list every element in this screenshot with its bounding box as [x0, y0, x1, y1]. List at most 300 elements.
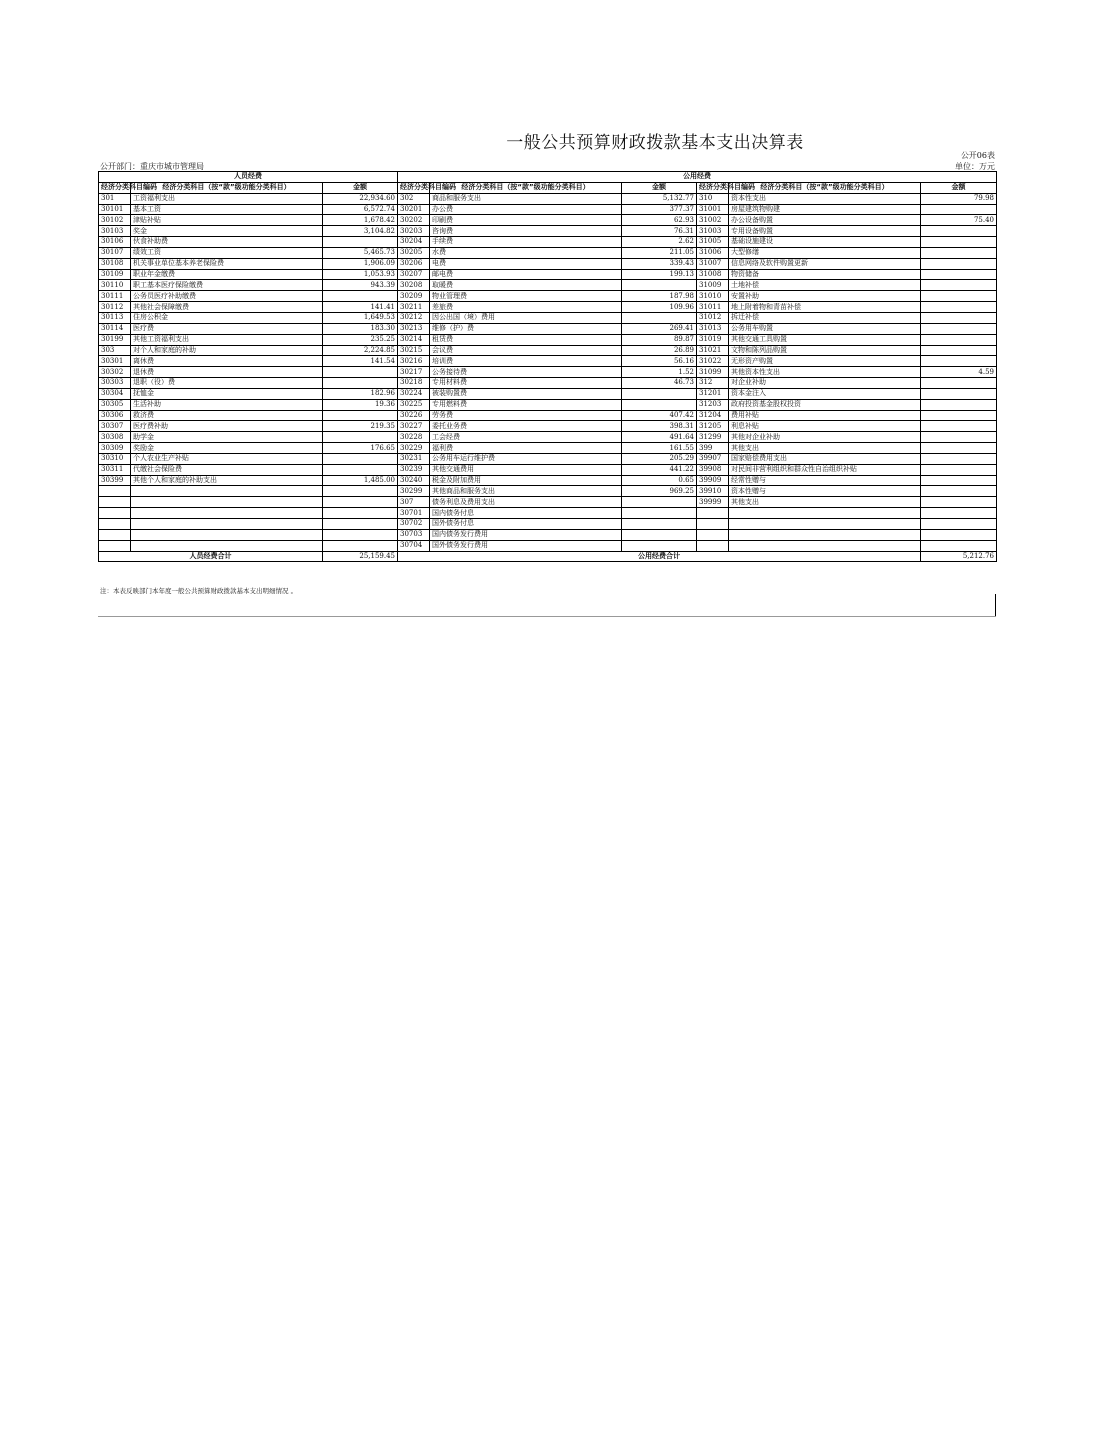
cell-amount-2: 26.89 [622, 345, 697, 356]
cell-code-1: 30310 [99, 453, 131, 464]
cell-code-3: 39907 [697, 453, 729, 464]
cell-code-1: 30108 [99, 258, 131, 269]
table-row [99, 280, 997, 291]
cell-amount-1 [323, 378, 398, 389]
cell-code-3 [697, 519, 729, 530]
cell-name-2: 公务用车运行维护费 [430, 453, 622, 464]
cell-code-2: 30213 [398, 323, 430, 334]
cell-code-2: 30202 [398, 215, 430, 226]
table-row [99, 193, 997, 204]
cell-name-1: 离休费 [131, 356, 323, 367]
cell-amount-3 [921, 204, 997, 215]
cell-code-1: 30199 [99, 334, 131, 345]
cell-amount-2: 211.05 [622, 247, 697, 258]
cell-name-2: 被装购置费 [430, 388, 622, 399]
cell-code-3: 31005 [697, 237, 729, 248]
cell-name-3: 安置补助 [729, 291, 921, 302]
cell-amount-2: 199.13 [622, 269, 697, 280]
cell-code-1: 30303 [99, 378, 131, 389]
cell-code-3: 31009 [697, 280, 729, 291]
col-name-2: 经济分类科目（按“款”级功能分类科目） [430, 182, 622, 193]
cell-name-1: 伙食补助费 [131, 237, 323, 248]
cell-name-2: 电费 [430, 258, 622, 269]
cell-code-3: 31021 [697, 345, 729, 356]
cell-name-2: 委托业务费 [430, 421, 622, 432]
cell-name-2: 因公出国（境）费用 [430, 312, 622, 323]
cell-name-2: 培训费 [430, 356, 622, 367]
cell-amount-1: 22,934.60 [323, 193, 398, 204]
cell-name-2: 物业管理费 [430, 291, 622, 302]
cell-amount-3 [921, 345, 997, 356]
cell-name-3: 信息网络及软件购置更新 [729, 258, 921, 269]
cell-name-3: 政府投资基金股权投资 [729, 399, 921, 410]
cell-amount-2: 46.73 [622, 378, 697, 389]
cell-code-2: 30225 [398, 399, 430, 410]
cell-amount-1 [323, 519, 398, 530]
table-row [99, 334, 997, 345]
cell-amount-3 [921, 421, 997, 432]
footnote: 注：本表反映部门本年度一般公共预算财政拨款基本支出明细情况 。 [100, 587, 298, 595]
cell-code-1: 30399 [99, 475, 131, 486]
cell-name-1 [131, 486, 323, 497]
table-row [99, 269, 997, 280]
cell-amount-3 [921, 302, 997, 313]
cell-amount-1: 182.96 [323, 388, 398, 399]
cell-code-3: 312 [697, 378, 729, 389]
cell-name-3: 费用补贴 [729, 410, 921, 421]
cell-name-1 [131, 529, 323, 540]
cell-name-1: 个人农业生产补贴 [131, 453, 323, 464]
cell-amount-2: 398.31 [622, 421, 697, 432]
cell-code-1: 30111 [99, 291, 131, 302]
cell-amount-1: 1,649.53 [323, 312, 398, 323]
cell-amount-2: 62.93 [622, 215, 697, 226]
cell-amount-3 [921, 529, 997, 540]
cell-amount-1: 183.30 [323, 323, 398, 334]
cell-amount-2 [622, 519, 697, 530]
cell-name-2: 税金及附加费用 [430, 475, 622, 486]
cell-code-1 [99, 486, 131, 497]
cell-amount-2 [622, 280, 697, 291]
cell-amount-3 [921, 410, 997, 421]
cell-code-2: 30227 [398, 421, 430, 432]
cell-code-1: 30301 [99, 356, 131, 367]
cell-code-2: 302 [398, 193, 430, 204]
table-row [99, 464, 997, 475]
cell-amount-2 [622, 540, 697, 551]
cell-code-3 [697, 540, 729, 551]
cell-amount-3 [921, 540, 997, 551]
cell-amount-3 [921, 388, 997, 399]
cell-name-2: 办公费 [430, 204, 622, 215]
cell-code-2: 30299 [398, 486, 430, 497]
table-row [99, 443, 997, 454]
cell-name-1: 退休费 [131, 367, 323, 378]
col-amount-3: 金额 [921, 182, 997, 193]
department-label: 公开部门：重庆市城市管理局 [100, 162, 204, 171]
cell-amount-2: 5,132.77 [622, 193, 697, 204]
col-code-2: 经济分类科目编码 [398, 182, 430, 193]
cell-amount-1 [323, 367, 398, 378]
cell-code-1 [99, 540, 131, 551]
cell-name-1: 抚恤金 [131, 388, 323, 399]
cell-name-1 [131, 540, 323, 551]
table-row [99, 345, 997, 356]
cell-name-1: 代缴社会保险费 [131, 464, 323, 475]
table-row [99, 367, 997, 378]
cell-amount-2: 76.31 [622, 226, 697, 237]
table-row [99, 291, 997, 302]
table-row [99, 421, 997, 432]
cell-amount-3 [921, 453, 997, 464]
cell-code-3: 39909 [697, 475, 729, 486]
cell-name-1: 医疗费 [131, 323, 323, 334]
cell-code-2: 30204 [398, 237, 430, 248]
cell-name-2: 专用材料费 [430, 378, 622, 389]
cell-name-2: 取暖费 [430, 280, 622, 291]
cell-name-1: 津贴补贴 [131, 215, 323, 226]
cell-name-3: 土地补偿 [729, 280, 921, 291]
cell-amount-1: 1,485.00 [323, 475, 398, 486]
cell-amount-2 [622, 497, 697, 508]
cell-name-3: 文物和陈列品购置 [729, 345, 921, 356]
cell-amount-1 [323, 497, 398, 508]
cell-amount-3 [921, 497, 997, 508]
table-row [99, 486, 997, 497]
cell-amount-2: 161.55 [622, 443, 697, 454]
cell-name-2: 国外债务付息 [430, 519, 622, 530]
cell-name-3: 办公设备购置 [729, 215, 921, 226]
cell-name-1: 职业年金缴费 [131, 269, 323, 280]
totals-row [99, 551, 997, 562]
cell-amount-2 [622, 399, 697, 410]
cell-name-3: 资本性支出 [729, 193, 921, 204]
cell-name-1: 公务员医疗补助缴费 [131, 291, 323, 302]
cell-name-1: 退职（役）费 [131, 378, 323, 389]
cell-code-3: 399 [697, 443, 729, 454]
cell-name-2: 其他交通费用 [430, 464, 622, 475]
cell-amount-3 [921, 475, 997, 486]
col-amount-2: 金额 [622, 182, 697, 193]
cell-name-1: 对个人和家庭的补助 [131, 345, 323, 356]
cell-code-2: 30704 [398, 540, 430, 551]
cell-amount-3 [921, 399, 997, 410]
table-row [99, 453, 997, 464]
cell-code-2: 30205 [398, 247, 430, 258]
table-row [99, 519, 997, 530]
cell-code-3: 31201 [697, 388, 729, 399]
cell-name-2: 福利费 [430, 443, 622, 454]
cell-name-2: 债务利息及费用支出 [430, 497, 622, 508]
cell-code-3: 31003 [697, 226, 729, 237]
cell-amount-3 [921, 280, 997, 291]
table-row [99, 399, 997, 410]
frame-line-bottom [98, 616, 996, 617]
public-total-label: 公用经费合计 [398, 551, 921, 562]
col-name-3: 经济分类科目（按“款”级功能分类科目） [729, 182, 921, 193]
cell-amount-1: 3,104.82 [323, 226, 398, 237]
cell-code-2: 30240 [398, 475, 430, 486]
cell-name-3: 地上附着物和青苗补偿 [729, 302, 921, 313]
cell-amount-1: 2,224.85 [323, 345, 398, 356]
cell-name-3: 利息补贴 [729, 421, 921, 432]
cell-name-2: 手续费 [430, 237, 622, 248]
cell-code-1: 30308 [99, 432, 131, 443]
cell-code-2: 30207 [398, 269, 430, 280]
table-row [99, 237, 997, 248]
cell-amount-3 [921, 291, 997, 302]
table-row [99, 258, 997, 269]
cell-name-3: 拆迁补偿 [729, 312, 921, 323]
cell-name-2: 水费 [430, 247, 622, 258]
cell-code-2: 30226 [398, 410, 430, 421]
cell-name-2: 维修（护）费 [430, 323, 622, 334]
cell-amount-1 [323, 508, 398, 519]
cell-name-1: 其他社会保障缴费 [131, 302, 323, 313]
cell-name-1: 奖金 [131, 226, 323, 237]
cell-code-2: 307 [398, 497, 430, 508]
cell-name-2: 其他商品和服务支出 [430, 486, 622, 497]
unit-label: 单位：万元 [955, 162, 995, 171]
cell-code-3: 31012 [697, 312, 729, 323]
cell-amount-1 [323, 486, 398, 497]
cell-amount-2: 0.65 [622, 475, 697, 486]
cell-amount-1: 219.35 [323, 421, 398, 432]
cell-amount-1 [323, 237, 398, 248]
table-row [99, 302, 997, 313]
cell-code-3: 39908 [697, 464, 729, 475]
cell-code-3: 310 [697, 193, 729, 204]
cell-amount-3 [921, 508, 997, 519]
cell-code-3: 31011 [697, 302, 729, 313]
cell-name-1: 救济费 [131, 410, 323, 421]
cell-name-2: 会议费 [430, 345, 622, 356]
table-row [99, 323, 997, 334]
table-row [99, 215, 997, 226]
cell-code-3: 31022 [697, 356, 729, 367]
cell-code-1 [99, 497, 131, 508]
cell-amount-2 [622, 312, 697, 323]
cell-code-2: 30216 [398, 356, 430, 367]
cell-code-1: 30309 [99, 443, 131, 454]
cell-amount-2: 1.52 [622, 367, 697, 378]
cell-code-1: 30102 [99, 215, 131, 226]
cell-amount-2: 491.64 [622, 432, 697, 443]
cell-name-3 [729, 519, 921, 530]
cell-code-1: 30114 [99, 323, 131, 334]
table-row [99, 540, 997, 551]
cell-code-3: 31008 [697, 269, 729, 280]
cell-code-1 [99, 508, 131, 519]
cell-name-1: 其他个人和家庭的补助支出 [131, 475, 323, 486]
cell-amount-2: 205.29 [622, 453, 697, 464]
cell-code-1: 30101 [99, 204, 131, 215]
cell-code-2: 30206 [398, 258, 430, 269]
cell-name-1: 基本工资 [131, 204, 323, 215]
cell-amount-3 [921, 432, 997, 443]
form-number: 公开06表 [960, 151, 995, 160]
cell-name-2: 工会经费 [430, 432, 622, 443]
cell-amount-2: 339.43 [622, 258, 697, 269]
cell-name-2: 专用燃料费 [430, 399, 622, 410]
cell-code-1: 30113 [99, 312, 131, 323]
cell-amount-3 [921, 356, 997, 367]
cell-name-3: 无形资产购置 [729, 356, 921, 367]
cell-name-2: 商品和服务支出 [430, 193, 622, 204]
cell-name-3: 经常性赠与 [729, 475, 921, 486]
table-row [99, 388, 997, 399]
cell-name-1: 助学金 [131, 432, 323, 443]
cell-name-3: 对企业补助 [729, 378, 921, 389]
cell-amount-3: 79.98 [921, 193, 997, 204]
col-name-1: 经济分类科目（按“款”级功能分类科目） [131, 182, 323, 193]
cell-code-2: 30208 [398, 280, 430, 291]
cell-name-3 [729, 508, 921, 519]
cell-code-3: 31204 [697, 410, 729, 421]
cell-amount-3 [921, 464, 997, 475]
cell-amount-1: 1,906.09 [323, 258, 398, 269]
table-row [99, 475, 997, 486]
cell-code-1: 30107 [99, 247, 131, 258]
cell-amount-1 [323, 410, 398, 421]
table-row [99, 226, 997, 237]
cell-code-3: 31099 [697, 367, 729, 378]
page-title: 一般公共预算财政拨款基本支出决算表 [506, 133, 804, 153]
cell-amount-3 [921, 334, 997, 345]
cell-amount-1 [323, 432, 398, 443]
cell-code-1: 30306 [99, 410, 131, 421]
cell-amount-1: 5,465.73 [323, 247, 398, 258]
expenditure-table [98, 171, 997, 562]
cell-amount-1 [323, 453, 398, 464]
cell-code-3: 31001 [697, 204, 729, 215]
cell-name-1: 医疗费补助 [131, 421, 323, 432]
cell-code-1 [99, 529, 131, 540]
cell-amount-3 [921, 323, 997, 334]
cell-name-1: 生活补助 [131, 399, 323, 410]
cell-name-1 [131, 519, 323, 530]
cell-name-1: 其他工资福利支出 [131, 334, 323, 345]
table-row [99, 356, 997, 367]
cell-name-3: 大型修缮 [729, 247, 921, 258]
cell-code-2: 30212 [398, 312, 430, 323]
cell-code-3: 31013 [697, 323, 729, 334]
cell-amount-1: 235.25 [323, 334, 398, 345]
cell-amount-1: 141.54 [323, 356, 398, 367]
cell-code-3: 31205 [697, 421, 729, 432]
table-row [99, 432, 997, 443]
cell-code-3: 39999 [697, 497, 729, 508]
table-body [99, 193, 997, 551]
cell-code-2: 30201 [398, 204, 430, 215]
cell-code-2: 30224 [398, 388, 430, 399]
cell-amount-3: 4.59 [921, 367, 997, 378]
table-row [99, 508, 997, 519]
cell-code-3: 39910 [697, 486, 729, 497]
cell-name-2: 劳务费 [430, 410, 622, 421]
cell-amount-1: 19.36 [323, 399, 398, 410]
cell-name-3: 对民间非营利组织和群众性自治组织补贴 [729, 464, 921, 475]
cell-name-2: 印刷费 [430, 215, 622, 226]
table-row [99, 378, 997, 389]
cell-code-1: 30109 [99, 269, 131, 280]
cell-code-2: 30218 [398, 378, 430, 389]
cell-code-1: 30110 [99, 280, 131, 291]
cell-amount-2: 2.62 [622, 237, 697, 248]
public-total-value: 5,212.76 [921, 551, 997, 562]
table-row [99, 410, 997, 421]
cell-amount-2: 56.16 [622, 356, 697, 367]
cell-name-2: 国内债务付息 [430, 508, 622, 519]
cell-code-1: 30305 [99, 399, 131, 410]
cell-amount-3 [921, 312, 997, 323]
cell-code-2: 30229 [398, 443, 430, 454]
cell-amount-3: 75.40 [921, 215, 997, 226]
cell-code-2: 30231 [398, 453, 430, 464]
cell-name-1: 机关事业单位基本养老保险费 [131, 258, 323, 269]
cell-code-3: 31007 [697, 258, 729, 269]
cell-name-2: 公务接待费 [430, 367, 622, 378]
cell-amount-1: 176.65 [323, 443, 398, 454]
cell-code-1: 30106 [99, 237, 131, 248]
cell-name-3: 国家赔偿费用支出 [729, 453, 921, 464]
cell-amount-3 [921, 247, 997, 258]
cell-amount-2: 441.22 [622, 464, 697, 475]
cell-name-1: 职工基本医疗保险缴费 [131, 280, 323, 291]
cell-amount-1 [323, 291, 398, 302]
cell-name-3: 其他对企业补助 [729, 432, 921, 443]
cell-amount-1 [323, 464, 398, 475]
cell-name-1: 奖励金 [131, 443, 323, 454]
cell-code-2: 30703 [398, 529, 430, 540]
cell-code-3 [697, 529, 729, 540]
cell-code-2: 30211 [398, 302, 430, 313]
cell-code-1: 301 [99, 193, 131, 204]
cell-code-1 [99, 519, 131, 530]
cell-code-2: 30209 [398, 291, 430, 302]
cell-amount-2: 109.96 [622, 302, 697, 313]
cell-amount-2 [622, 508, 697, 519]
cell-code-2: 30701 [398, 508, 430, 519]
cell-name-3: 其他支出 [729, 497, 921, 508]
cell-name-1: 住房公积金 [131, 312, 323, 323]
cell-amount-1: 1,678.42 [323, 215, 398, 226]
cell-code-3: 31019 [697, 334, 729, 345]
cell-name-3: 房屋建筑物购建 [729, 204, 921, 215]
col-code-3: 经济分类科目编码 [697, 182, 729, 193]
cell-code-3 [697, 508, 729, 519]
cell-code-1: 30103 [99, 226, 131, 237]
cell-amount-1 [323, 540, 398, 551]
cell-name-2: 邮电费 [430, 269, 622, 280]
cell-code-2: 30702 [398, 519, 430, 530]
cell-code-1: 303 [99, 345, 131, 356]
cell-name-3: 专用设备购置 [729, 226, 921, 237]
cell-code-3: 31002 [697, 215, 729, 226]
cell-name-3: 物资储备 [729, 269, 921, 280]
cell-amount-1: 141.41 [323, 302, 398, 313]
cell-name-2: 差旅费 [430, 302, 622, 313]
cell-code-3: 31203 [697, 399, 729, 410]
table-row [99, 529, 997, 540]
cell-code-1: 30112 [99, 302, 131, 313]
col-code-1: 经济分类科目编码 [99, 182, 131, 193]
cell-name-3: 其他支出 [729, 443, 921, 454]
cell-name-1: 工资福利支出 [131, 193, 323, 204]
cell-name-2: 国内债务发行费用 [430, 529, 622, 540]
cell-amount-3 [921, 226, 997, 237]
section-public: 公用经费 [398, 172, 997, 183]
